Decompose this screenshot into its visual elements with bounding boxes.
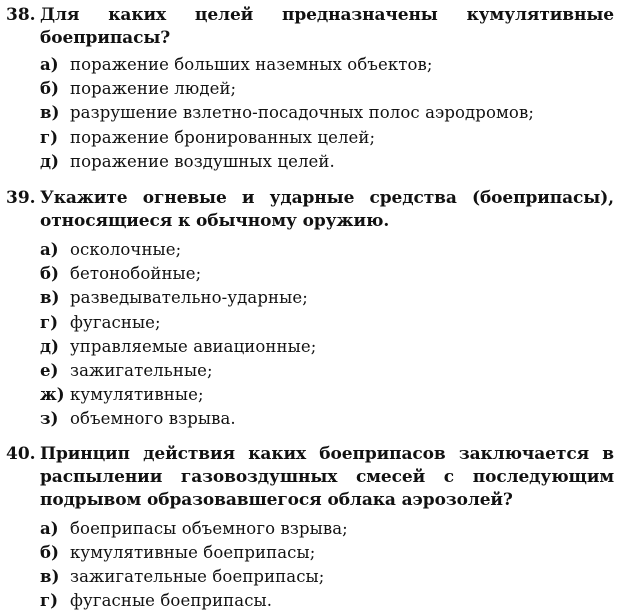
option-letter: д) <box>40 151 60 171</box>
option-text: бетонобойные; <box>70 264 202 284</box>
answer-option <box>40 126 614 150</box>
answer-option <box>40 150 614 174</box>
answer-option <box>40 286 614 310</box>
question-39 <box>6 187 614 432</box>
option-text: фугасные; <box>70 312 161 332</box>
answer-option <box>40 565 614 589</box>
option-text: кумулятивные; <box>70 385 204 405</box>
option-letter: в) <box>40 103 60 123</box>
answer-option <box>40 53 614 77</box>
option-text: поражение воздушных целей. <box>70 151 335 171</box>
question-text: Укажите огневые и ударные средства (боеприпасы), относящиеся к обычному оружию. <box>40 188 614 232</box>
question-text: Принцип действия каких боеприпасов заключается в распылении газовоздушных смесей с последующим подрывом образовавшегося облака аэрозолей? <box>40 443 614 510</box>
question-38 <box>6 4 614 174</box>
question-40 <box>6 443 614 613</box>
option-letter: г) <box>40 591 59 611</box>
option-text: фугасные боеприпасы. <box>70 591 273 611</box>
answer-option <box>40 359 614 383</box>
option-text: зажигательные; <box>70 361 213 381</box>
answer-option <box>40 541 614 565</box>
answer-option <box>40 311 614 335</box>
answer-option <box>40 335 614 359</box>
answer-option <box>40 262 614 286</box>
option-letter: в) <box>40 567 60 587</box>
option-letter: з) <box>40 409 59 429</box>
option-text: разведывательно-ударные; <box>70 288 308 308</box>
answer-option <box>40 101 614 125</box>
option-letter: г) <box>40 127 59 147</box>
option-letter: ж) <box>40 385 65 405</box>
question-header <box>6 443 614 512</box>
option-letter: а) <box>40 240 59 260</box>
option-letter: б) <box>40 542 60 562</box>
option-text: кумулятивные боеприпасы; <box>70 542 316 562</box>
question-header <box>6 4 614 50</box>
option-text: зажигательные боеприпасы; <box>70 567 325 587</box>
option-letter: а) <box>40 518 59 538</box>
answer-option <box>40 407 614 431</box>
question-text: Для каких целей предназначены кумулятивные боеприпасы? <box>40 5 614 48</box>
option-text: разрушение взлетно-посадочных полос аэродромов; <box>70 103 535 123</box>
answer-options <box>40 238 614 432</box>
option-letter: д) <box>40 336 60 356</box>
answer-option <box>40 589 614 613</box>
question-number: 40. <box>6 443 36 464</box>
option-letter: е) <box>40 361 59 381</box>
answer-option <box>40 77 614 101</box>
option-letter: г) <box>40 312 59 332</box>
option-letter: а) <box>40 55 59 74</box>
option-text: поражение бронированных целей; <box>70 127 376 147</box>
answer-option <box>40 517 614 541</box>
option-text: осколочные; <box>70 240 182 260</box>
option-text: объемного взрыва. <box>70 409 236 429</box>
question-number: 38. <box>6 5 36 25</box>
answer-option <box>40 383 614 407</box>
option-text: поражение людей; <box>70 79 237 99</box>
answer-options <box>40 53 614 174</box>
option-text: боеприпасы объемного взрыва; <box>70 518 348 538</box>
question-number: 39. <box>6 188 36 209</box>
option-letter: б) <box>40 264 60 284</box>
answer-option <box>40 238 614 262</box>
option-text: управляемые авиационные; <box>70 336 317 356</box>
option-letter: б) <box>40 79 60 99</box>
option-text: поражение больших наземных объектов; <box>70 55 433 74</box>
option-letter: в) <box>40 288 60 308</box>
question-header <box>6 187 614 233</box>
